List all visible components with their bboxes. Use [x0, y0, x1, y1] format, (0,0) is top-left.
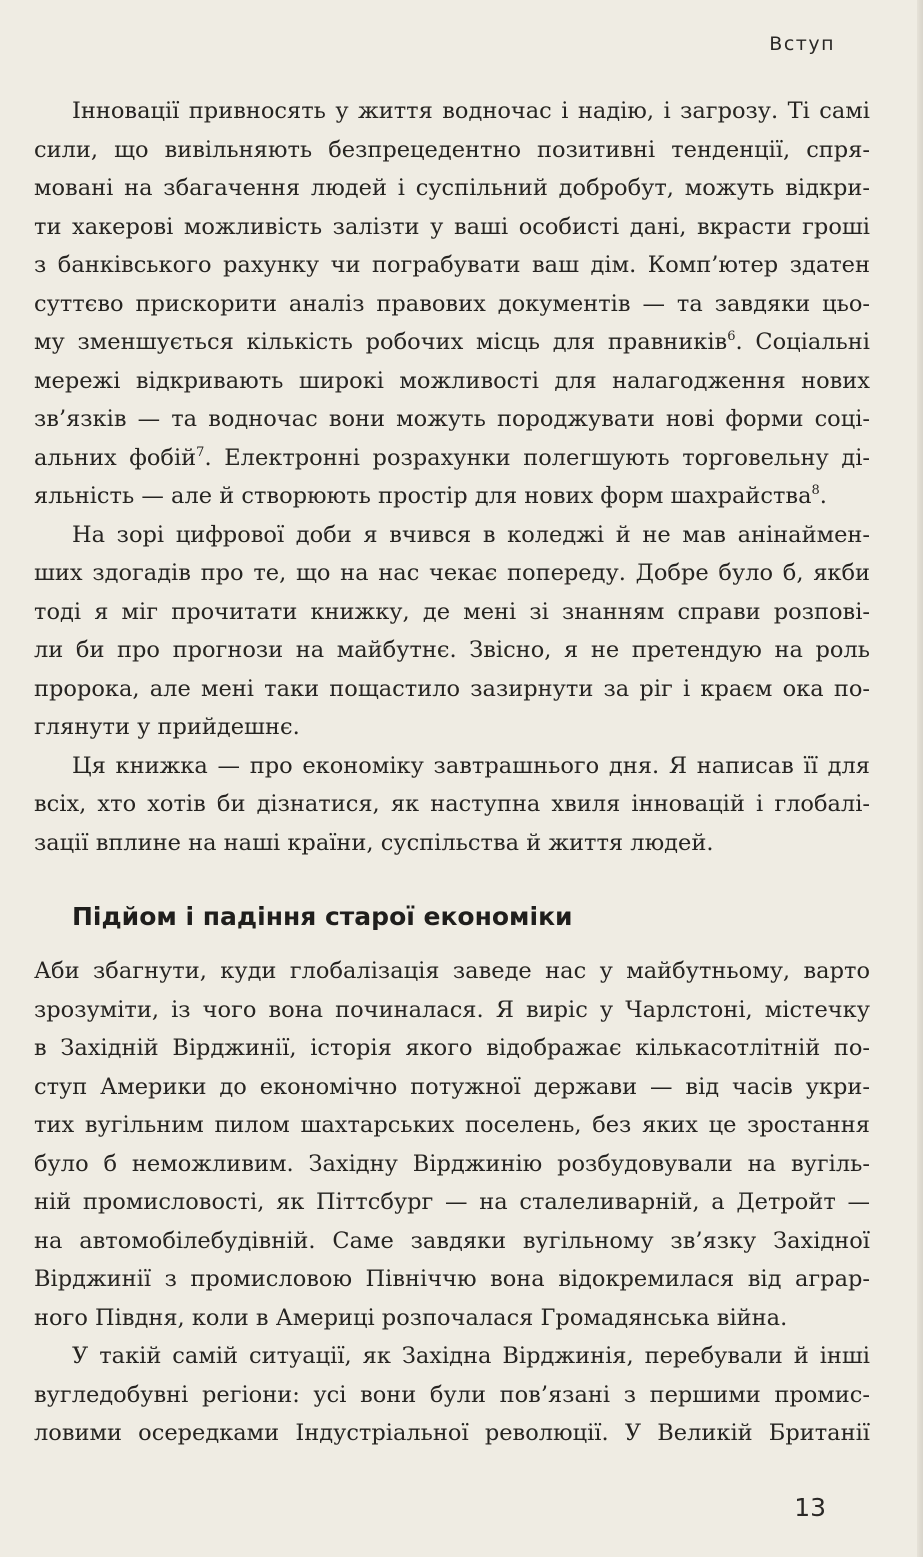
text-line: в Західній Вірджинії, історія якого відображає кількасотлітній по-: [34, 1035, 870, 1061]
text-line: ших здогадів про те, що на нас чекає попереду. Добре було б, якби: [34, 560, 870, 586]
text-line: У такій самій ситуації, як Західна Вірджинія, перебували й інші: [72, 1343, 870, 1369]
text-line: [34, 439, 870, 478]
text-line: було б неможливим. Західну Вірджинію розбудовували на вугіль-: [34, 1150, 870, 1177]
line-text: альних фобій: [34, 444, 197, 471]
text-line: [34, 323, 870, 362]
line-text: . Соціальні: [735, 329, 870, 355]
text-line: суттєво прискорити аналіз правових документів — та завдяки цьо-: [34, 290, 870, 317]
text-line: всіх, хто хотів би дізнатися, як наступна хвиля інновацій і глобалі-: [34, 791, 870, 817]
running-head: Вступ: [769, 33, 835, 55]
footnote-ref: 8: [811, 482, 820, 498]
text-line: ступ Америки до економічно потужної держави — від часів укри-: [34, 1073, 870, 1100]
text-line: глянути у прийдешнє.: [34, 714, 300, 740]
text-line: ли би про прогнози на майбутнє. Звісно, я не претендую на роль: [34, 637, 870, 663]
text-line: мережі відкривають широкі можливості для налагодження нових: [34, 367, 870, 394]
line-text: яльність — але й створюють простір для нових форм шахрайства: [34, 483, 812, 509]
text-line: зв’язків — та водночас вони можуть породжувати нові форми соці-: [34, 406, 870, 432]
text-line: вугледобувні регіони: усі вони були пов’язані з першими промис-: [34, 1381, 870, 1408]
paragraph: [34, 92, 870, 516]
paragraph: [34, 1337, 870, 1453]
line-text: му зменшується кількість робочих місць для правників: [34, 329, 728, 355]
text-line: ловими осередками Індустріальної революції. У Великій Британії: [34, 1420, 870, 1446]
page-number: 13: [794, 1493, 826, 1522]
text-line: ного Півдня, коли в Америці розпочалася Громадянська війна.: [34, 1304, 788, 1331]
text-line: Вірджинії з промисловою Північчю вона відокремилася від аграр-: [34, 1266, 870, 1292]
line-text: . Електронні розрахунки полегшують торговельну ді-: [204, 444, 870, 471]
section-heading: Підйом і падіння старої економіки: [72, 902, 573, 931]
footnote-ref: 7: [196, 444, 205, 460]
text-line: зрозуміти, із чого вона починалася. Я виріс у Чарлстоні, містечку: [34, 996, 870, 1023]
line-text: .: [819, 483, 827, 509]
text-line: тих вугільним пилом шахтарських поселень, без яких це зростання: [34, 1112, 870, 1138]
text-line: сили, що вивільняють безпрецедентно позитивні тенденції, спря-: [34, 136, 870, 163]
text-line: ти хакерові можливість залізти у ваші особисті дані, вкрасти гроші: [34, 213, 870, 240]
page-edge: [917, 0, 923, 1557]
text-line: Інновації привносять у життя водночас і надію, і загрозу. Ті самі: [72, 98, 870, 124]
text-line: Аби збагнути, куди глобалізація заведе нас у майбутньому, варто: [34, 958, 870, 984]
text-line: пророка, але мені таки пощастило зазирнути за ріг і краєм ока по-: [34, 675, 870, 702]
paragraph: [34, 516, 870, 747]
text-line: ній промисловості, як Піттсбург — на сталеливарній, а Детройт —: [34, 1189, 870, 1215]
text-line: На зорі цифрової доби я вчився в коледжі й не мав анінаймен-: [72, 521, 870, 548]
text-line: тоді я міг прочитати книжку, де мені зі знанням справи розпові-: [34, 598, 870, 625]
text-line: мовані на збагачення людей і суспільний добробут, можуть відкри-: [34, 175, 870, 201]
paragraph: [34, 747, 870, 863]
paragraph: [34, 952, 870, 1337]
text-line: на автомобілебудівній. Саме завдяки вугільному зв’язку Західної: [34, 1227, 870, 1254]
text-line: [34, 477, 870, 516]
page-body: [34, 92, 870, 1453]
footnote-ref: 6: [727, 328, 736, 344]
text-line: зації вплине на наші країни, суспільства й життя людей.: [34, 829, 714, 856]
text-line: з банківського рахунку чи пограбувати ваш дім. Комп’ютер здатен: [34, 252, 870, 278]
text-line: Ця книжка — про економіку завтрашнього дня. Я написав її для: [72, 752, 870, 779]
